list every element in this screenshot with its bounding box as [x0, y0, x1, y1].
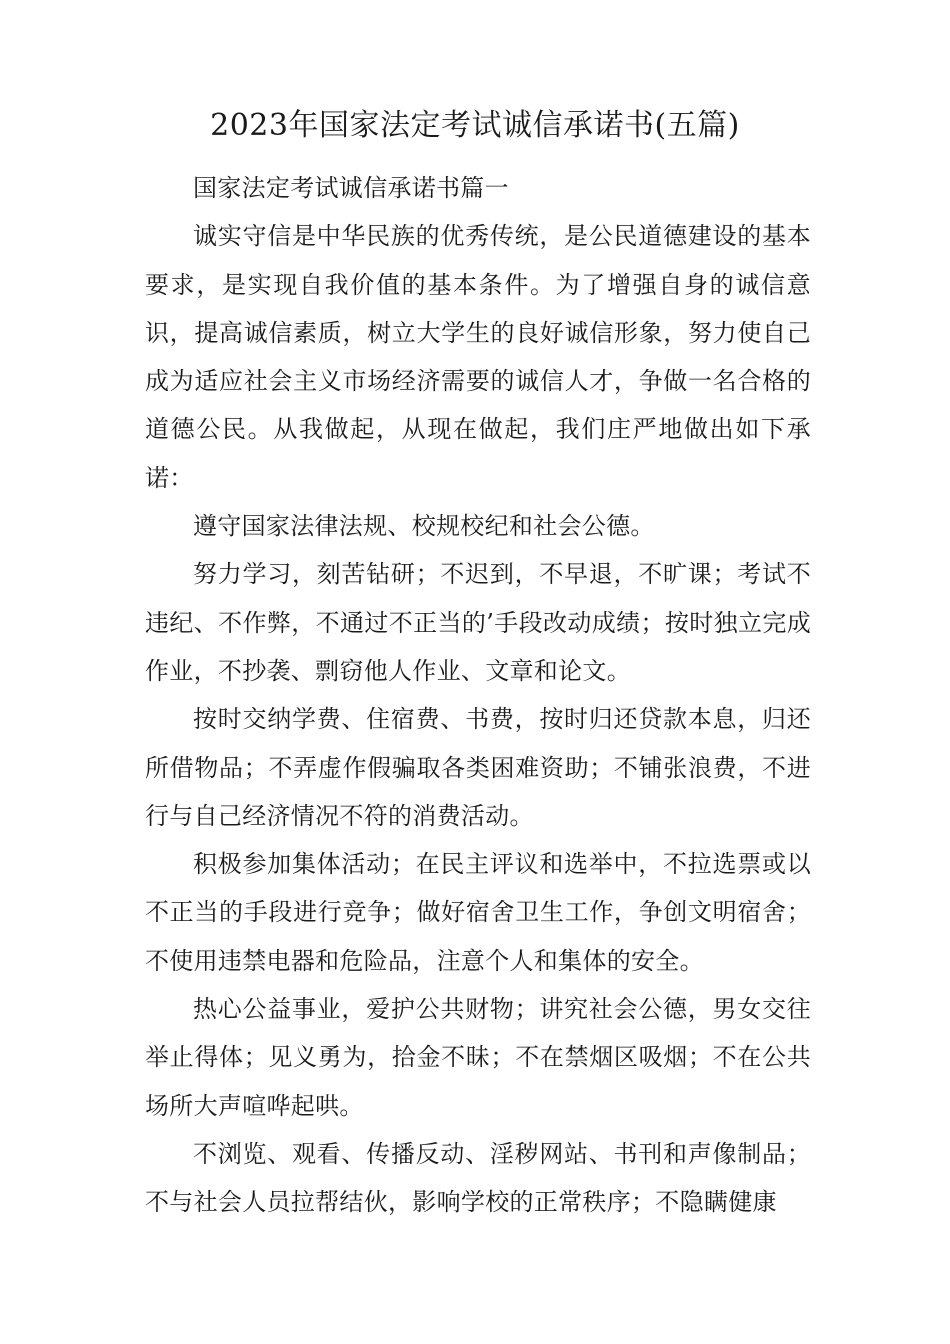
paragraph-public-welfare: 热心公益事业，爱护公共财物；讲究社会公德，男女交往举止得体；见义勇为，拾金不昧；不在禁烟区吸烟；不在公共场所大声喧哗起哄。 [145, 995, 811, 1120]
paragraph-intro: 诚实守信是中华民族的优秀传统，是公民道德建设的基本要求，是实现自我价值的基本条件。为了增强自身的诚信意识，提高诚信素质，树立大学生的良好诚信形象，努力使自己成为适应社会主义市场经济需要的诚信人才，争做一名合格的道德公民。从我做起，从现在做起，我们庄严地做出如下承诺： [145, 222, 811, 492]
paragraph-collective: 积极参加集体活动；在民主评议和选举中，不拉选票或以不正当的手段进行竞争；做好宿舍卫生工作，争创文明宿舍；不使用违禁电器和危险品，注意个人和集体的安全。 [145, 850, 811, 975]
paragraph-law: 遵守国家法律法规、校规校纪和社会公德。 [193, 512, 655, 541]
paragraph-fees: 按时交纳学费、住宿费、书费，按时归还贷款本息，归还所借物品；不弄虚作假骗取各类困难资助；不铺张浪费，不进行与自己经济情况不符的消费活动。 [145, 705, 811, 830]
paragraph-conduct: 不浏览、观看、传播反动、淫秽网站、书刊和声像制品；不与社会人员拉帮结伙，影响学校的正常秩序；不隐瞒健康 [145, 1139, 811, 1217]
document-title: 2023年国家法定考试诚信承诺书(五篇) [210, 108, 740, 143]
section-heading: 国家法定考试诚信承诺书篇一 [193, 174, 509, 202]
document-body [145, 164, 811, 1227]
paragraph-study: 努力学习，刻苦钻研；不迟到，不早退，不旷课；考试不违纪、不作弊，不通过不正当的’手段改动成绩；按时独立完成作业，不抄袭、剽窃他人作业、文章和论文。 [145, 560, 811, 685]
